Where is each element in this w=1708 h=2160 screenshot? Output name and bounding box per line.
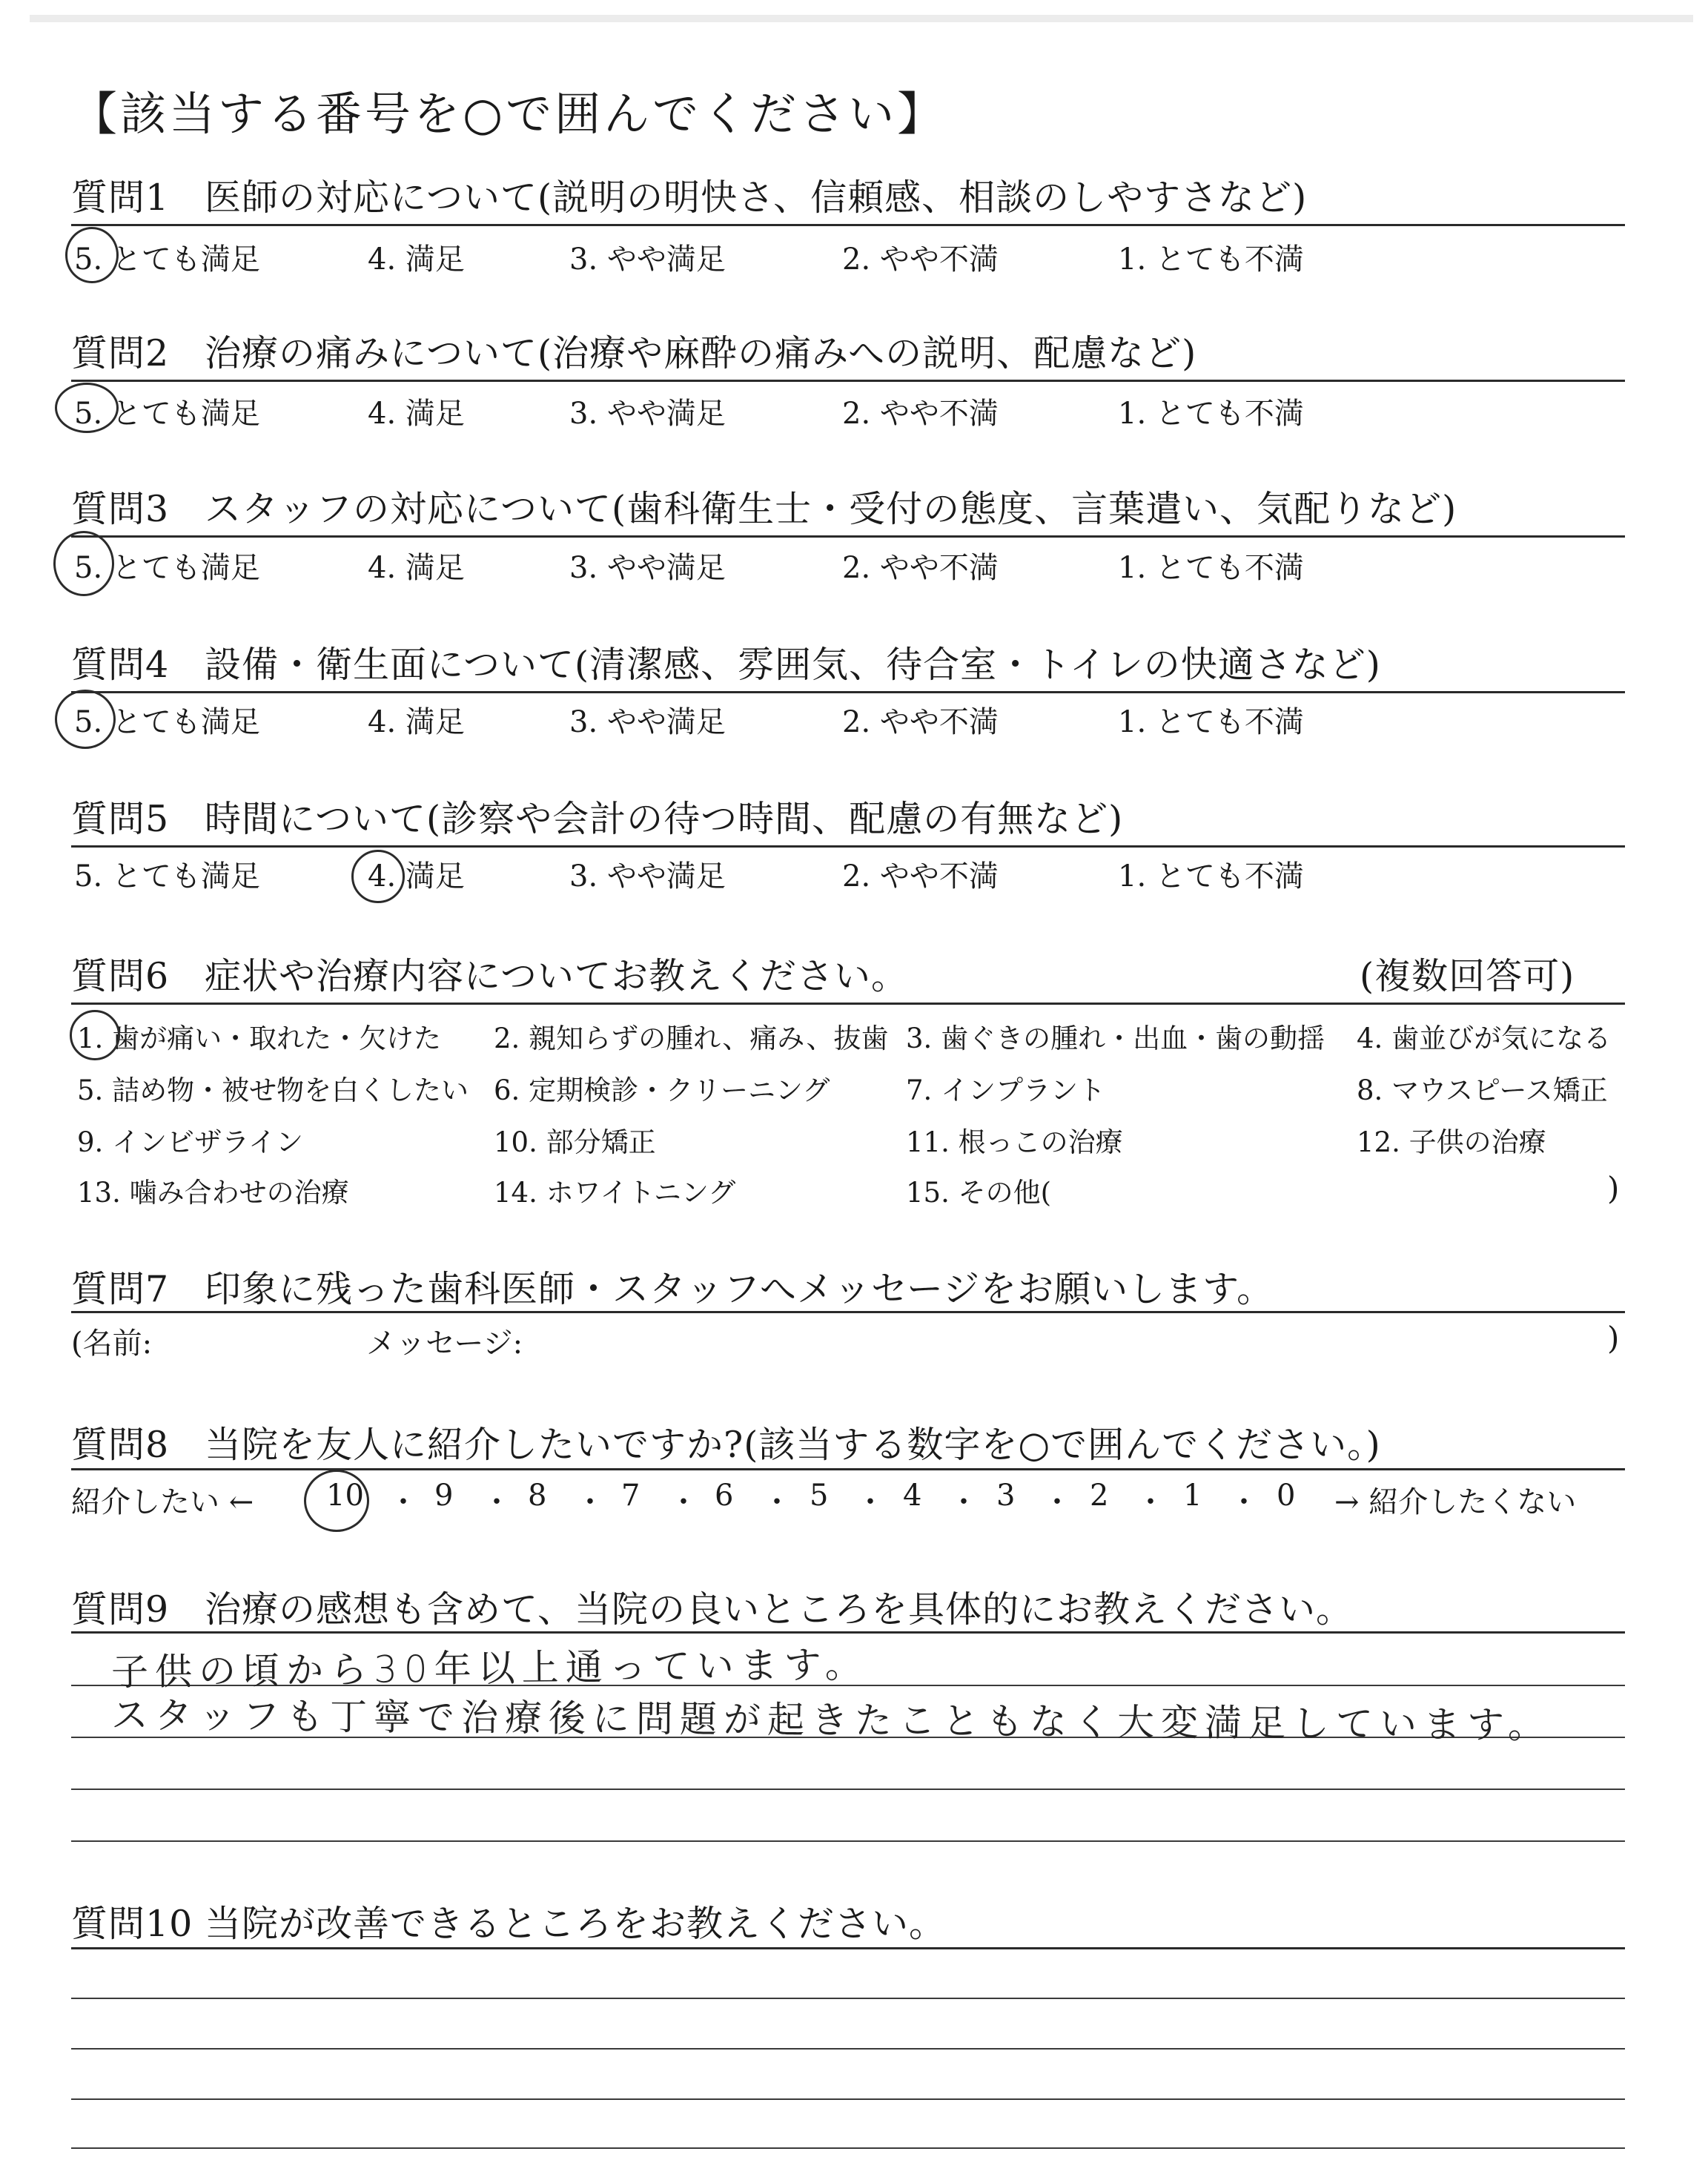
q4-rule xyxy=(71,691,1625,693)
q5-option-1[interactable]: 1. とても不満 xyxy=(1118,859,1304,894)
q1-rule xyxy=(71,224,1625,226)
q3-text: スタッフの対応について(歯科衛生士・受付の態度、言葉遣い、気配りなど) xyxy=(205,488,1457,530)
q5-option-3[interactable]: 3. やや満足 xyxy=(569,859,726,894)
q6-item-9[interactable]: 9. インビザライン xyxy=(77,1126,303,1158)
q8-number-1[interactable]: 1 xyxy=(1183,1479,1202,1513)
q5-rule xyxy=(71,845,1625,848)
q8-number-0[interactable]: 0 xyxy=(1277,1479,1296,1513)
q10-rule xyxy=(71,1947,1625,1949)
q4-option-3[interactable]: 3. やや満足 xyxy=(569,705,726,739)
q2-rule xyxy=(71,380,1625,382)
q6-item-1[interactable]: 1. 歯が痛い・取れた・欠けた xyxy=(77,1023,442,1054)
q8-number-7[interactable]: 7 xyxy=(621,1479,640,1513)
q1-option-2[interactable]: 2. やや不満 xyxy=(842,242,999,277)
q7-rule xyxy=(71,1311,1625,1313)
q3-label: 質問3 xyxy=(71,488,170,530)
q8-separator: ・ xyxy=(762,1485,792,1519)
q6-selected-circle xyxy=(70,1010,120,1060)
q10-answer-line xyxy=(71,2147,1625,2149)
q5-option-5[interactable]: 5. とても満足 xyxy=(74,859,260,894)
q6-item-15[interactable]: 15. その他( xyxy=(906,1177,1052,1209)
q8-separator: ・ xyxy=(1229,1485,1259,1519)
q5-text: 時間について(診察や会計の待つ時間、配慮の有無など) xyxy=(205,798,1124,840)
q1-option-3[interactable]: 3. やや満足 xyxy=(569,242,726,277)
q6-multiple-note: (複数回答可) xyxy=(1360,955,1575,997)
q7-name-label: (名前: xyxy=(71,1327,153,1361)
q9-handwritten-answer-line-2: スタッフも丁寧で治療後に問題が起きたこともなく大変満足しています。 xyxy=(110,1694,1552,1747)
q4-option-2[interactable]: 2. やや不満 xyxy=(842,705,999,739)
q1-option-4[interactable]: 4. 満足 xyxy=(368,242,465,277)
q1-text: 医師の対応について(説明の明快さ、信頼感、相談のしやすさなど) xyxy=(205,176,1308,219)
q2-text: 治療の痛みについて(治療や麻酔の痛みへの説明、配慮など) xyxy=(205,332,1197,374)
q1-option-5[interactable]: 5. とても満足 xyxy=(74,242,260,277)
q6-item-6[interactable]: 6. 定期検診・クリーニング xyxy=(494,1074,830,1106)
q8-rule xyxy=(71,1468,1625,1470)
q2-option-2[interactable]: 2. やや不満 xyxy=(842,397,999,431)
q5-selected-circle xyxy=(351,850,405,903)
q7-close-paren: ) xyxy=(1607,1320,1620,1356)
q5-option-4[interactable]: 4. 満足 xyxy=(368,859,465,894)
q6-item-10[interactable]: 10. 部分矯正 xyxy=(494,1126,656,1158)
q2-option-5[interactable]: 5. とても満足 xyxy=(74,397,260,431)
q4-option-1[interactable]: 1. とても不満 xyxy=(1118,705,1304,739)
q4-selected-circle xyxy=(55,690,116,749)
q8-number-8[interactable]: 8 xyxy=(528,1479,547,1513)
q8-label: 質問8 xyxy=(71,1424,170,1466)
q8-separator: ・ xyxy=(388,1485,418,1519)
q9-handwritten-answer-line-1: 子供の頃から30年以上通っています。 xyxy=(110,1642,869,1694)
q8-selected-circle xyxy=(304,1470,369,1532)
q4-option-4[interactable]: 4. 満足 xyxy=(368,705,465,739)
q7-text: 印象に残った歯科医師・スタッフへメッセージをお願いします。 xyxy=(205,1268,1274,1310)
q1-option-1[interactable]: 1. とても不満 xyxy=(1118,242,1304,277)
q10-answer-line xyxy=(71,2048,1625,2050)
q3-option-1[interactable]: 1. とても不満 xyxy=(1118,551,1304,585)
q8-number-9[interactable]: 9 xyxy=(434,1479,454,1513)
q8-separator: ・ xyxy=(669,1485,698,1519)
q9-rule xyxy=(71,1631,1625,1634)
q3-selected-circle xyxy=(53,531,114,596)
q2-option-1[interactable]: 1. とても不満 xyxy=(1118,397,1304,431)
q1-selected-circle xyxy=(65,227,119,283)
q4-label: 質問4 xyxy=(71,644,170,686)
q6-item-2[interactable]: 2. 親知らずの腫れ、痛み、抜歯 xyxy=(494,1023,889,1054)
q9-label: 質問9 xyxy=(71,1588,170,1631)
q10-label: 質問10 xyxy=(71,1903,193,1945)
q8-separator: ・ xyxy=(482,1485,512,1519)
q7-label: 質問7 xyxy=(71,1268,170,1310)
scan-edge xyxy=(30,15,1693,22)
q8-number-5[interactable]: 5 xyxy=(810,1479,829,1513)
q6-item-13[interactable]: 13. 噛み合わせの治療 xyxy=(77,1177,349,1209)
q10-answer-line xyxy=(71,2098,1625,2100)
q6-item-8[interactable]: 8. マウスピース矯正 xyxy=(1357,1074,1608,1106)
q8-number-6[interactable]: 6 xyxy=(715,1479,734,1513)
q8-number-3[interactable]: 3 xyxy=(996,1479,1016,1513)
q9-text: 治療の感想も含めて、当院の良いところを具体的にお教えください。 xyxy=(205,1588,1354,1631)
q4-option-5[interactable]: 5. とても満足 xyxy=(74,705,260,739)
q8-separator: ・ xyxy=(575,1485,605,1519)
q3-option-5[interactable]: 5. とても満足 xyxy=(74,551,260,585)
q8-separator: ・ xyxy=(855,1485,885,1519)
q2-option-4[interactable]: 4. 満足 xyxy=(368,397,465,431)
q3-option-3[interactable]: 3. やや満足 xyxy=(569,551,726,585)
q6-rule xyxy=(71,1003,1625,1005)
q8-separator: ・ xyxy=(1136,1485,1165,1519)
q9-answer-line xyxy=(71,1789,1625,1790)
q4-text: 設備・衛生面について(清潔感、雰囲気、待合室・トイレの快適さなど) xyxy=(205,644,1381,686)
q1-label: 質問1 xyxy=(71,176,170,219)
q10-answer-line xyxy=(71,1998,1625,1999)
page-title: 【該当する番号を○で囲んでください】 xyxy=(71,87,947,141)
q6-item-7[interactable]: 7. インプラント xyxy=(906,1074,1106,1106)
q3-rule xyxy=(71,535,1625,538)
q2-label: 質問2 xyxy=(71,332,170,374)
q3-option-4[interactable]: 4. 満足 xyxy=(368,551,465,585)
q8-separator: ・ xyxy=(1042,1485,1072,1519)
q8-separator: ・ xyxy=(949,1485,979,1519)
q6-other-close-paren: ) xyxy=(1607,1170,1620,1206)
q5-label: 質問5 xyxy=(71,798,170,840)
q10-text: 当院が改善できるところをお教えください。 xyxy=(205,1903,947,1945)
q3-option-2[interactable]: 2. やや不満 xyxy=(842,551,999,585)
q6-item-5[interactable]: 5. 詰め物・被せ物を白くしたい xyxy=(77,1074,469,1106)
q8-right-label: → 紹介したくない xyxy=(1334,1485,1577,1519)
q6-item-12[interactable]: 12. 子供の治療 xyxy=(1357,1126,1546,1158)
q6-text: 症状や治療内容についてお教えください。 xyxy=(205,955,909,997)
q8-text: 当院を友人に紹介したいですか?(該当する数字を○で囲んでください。) xyxy=(205,1424,1381,1466)
q6-item-3[interactable]: 3. 歯ぐきの腫れ・出血・歯の動揺 xyxy=(906,1023,1325,1054)
q8-left-label: 紹介したい ← xyxy=(71,1485,254,1519)
q7-message-label: メッセージ: xyxy=(366,1327,523,1361)
q8-number-2[interactable]: 2 xyxy=(1090,1479,1109,1513)
q8-number-4[interactable]: 4 xyxy=(903,1479,922,1513)
q8-number-10[interactable]: 10 xyxy=(326,1479,364,1513)
q6-item-4[interactable]: 4. 歯並びが気になる xyxy=(1357,1023,1612,1054)
q9-answer-line xyxy=(71,1840,1625,1842)
q6-item-11[interactable]: 11. 根っこの治療 xyxy=(906,1126,1123,1158)
q5-option-2[interactable]: 2. やや不満 xyxy=(842,859,999,894)
q2-selected-circle xyxy=(55,383,119,433)
q6-item-14[interactable]: 14. ホワイトニング xyxy=(494,1177,736,1209)
q2-option-3[interactable]: 3. やや満足 xyxy=(569,397,726,431)
q6-label: 質問6 xyxy=(71,955,170,997)
